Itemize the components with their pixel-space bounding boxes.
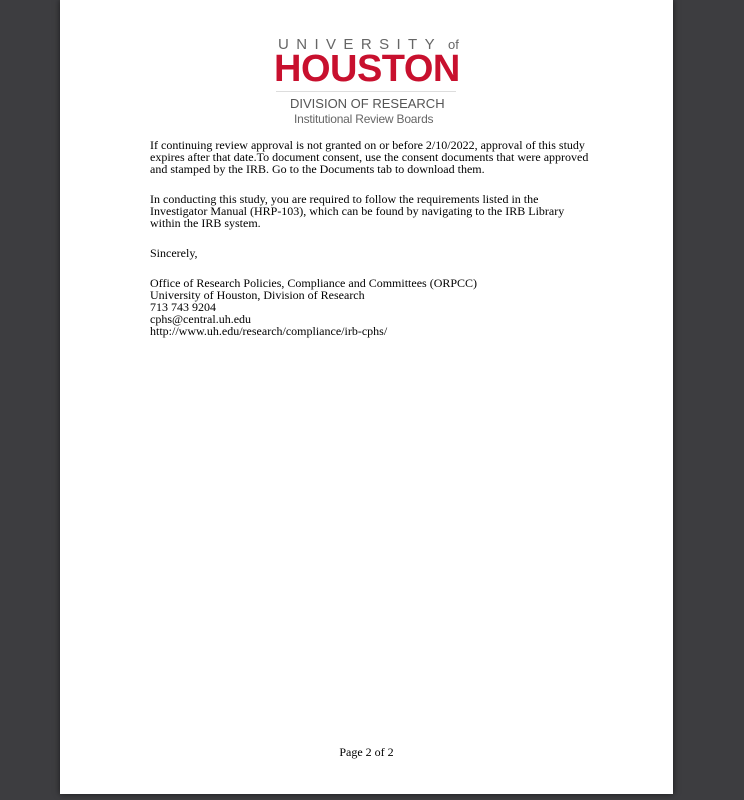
paragraph: If continuing review approval is not granted on or before 2/10/2022, approval of this study expires after that date.To document consent, use the consent documents that were approved and stamped by the IRB. Go to the Documents tab to download them. xyxy=(150,138,589,176)
signature-office: Office of Research Policies, Compliance and Committees (ORPCC) xyxy=(150,276,478,290)
logo-of: of xyxy=(448,37,459,52)
paragraph: In conducting this study, you are required to follow the requirements listed in the Investigator Manual (HRP-103), which can be found by navigating to the IRB Library within the IRB system. xyxy=(150,192,565,230)
logo-subtitle: Institutional Review Boards xyxy=(294,112,434,126)
signature-phone: 713 743 9204 xyxy=(150,300,216,314)
closing: Sincerely, xyxy=(150,246,198,260)
logo-university: UNIVERSITY xyxy=(278,36,443,53)
document-page xyxy=(60,0,673,794)
page-number: Page 2 of 2 xyxy=(339,745,394,759)
letter-body xyxy=(150,139,590,337)
signature-email[interactable]: cphs@central.uh.edu xyxy=(150,312,252,326)
signature-division: University of Houston, Division of Research xyxy=(150,288,365,302)
signature-block xyxy=(150,277,590,337)
logo-houston: HOUSTON xyxy=(274,48,460,90)
logo-division: DIVISION OF RESEARCH xyxy=(290,96,445,111)
signature-url[interactable]: http://www.uh.edu/research/compliance/irb-cphs/ xyxy=(150,324,388,338)
logo-divider xyxy=(276,91,456,92)
